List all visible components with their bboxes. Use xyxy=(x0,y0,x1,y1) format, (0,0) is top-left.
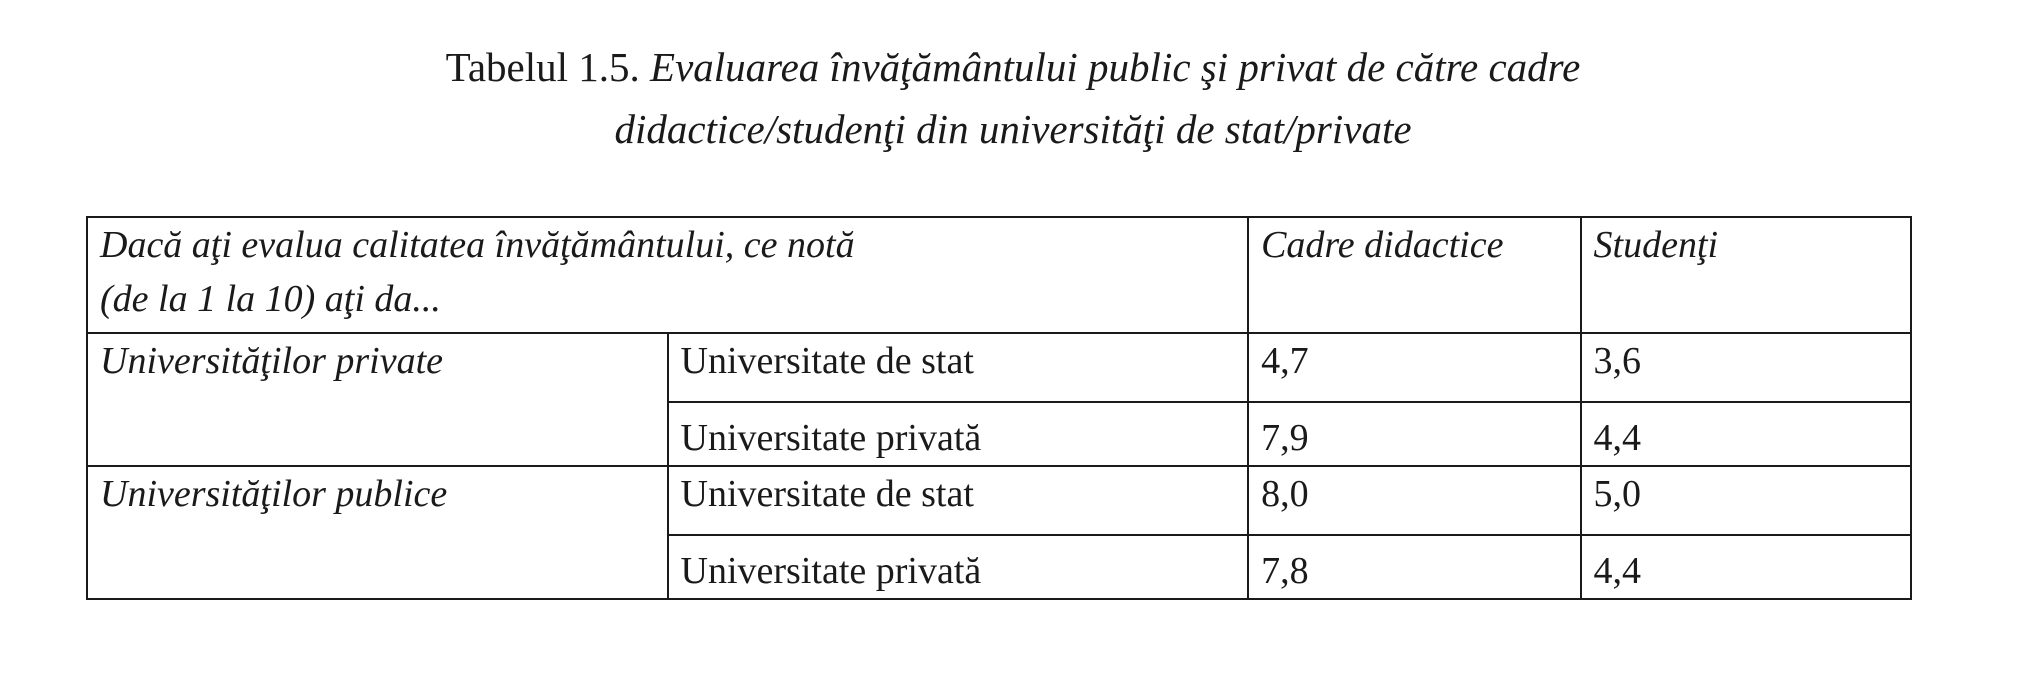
teachers-score-cell: 7,9 xyxy=(1248,402,1580,466)
university-type-cell: Universitate privată xyxy=(668,402,1249,466)
teachers-score-cell: 7,8 xyxy=(1248,535,1580,599)
header-question-cell xyxy=(87,217,1248,333)
students-score-cell: 5,0 xyxy=(1581,466,1911,535)
caption-line-1 xyxy=(0,36,2026,98)
table-caption xyxy=(0,36,2026,160)
university-type-cell: Universitate de stat xyxy=(668,466,1249,535)
table-row xyxy=(87,466,1911,535)
students-score-cell: 3,6 xyxy=(1581,333,1911,402)
teachers-score-cell: 4,7 xyxy=(1248,333,1580,402)
header-question-line-1: Dacă aţi evalua calitatea învăţământului, ce notă xyxy=(100,224,855,266)
table-header-row xyxy=(87,217,1911,333)
group-label-cell: Universităţilor private xyxy=(87,333,668,466)
university-type-cell: Universitate de stat xyxy=(668,333,1249,402)
caption-label: Tabelul 1.5. xyxy=(445,44,640,90)
header-students-cell: Studenţi xyxy=(1581,217,1911,333)
evaluation-table xyxy=(86,216,1912,600)
teachers-score-cell: 8,0 xyxy=(1248,466,1580,535)
group-label-cell: Universităţilor publice xyxy=(87,466,668,599)
students-score-cell: 4,4 xyxy=(1581,535,1911,599)
caption-title-line-1: Evaluarea învăţământului public şi privat de către cadre xyxy=(650,44,1581,90)
table-row xyxy=(87,333,1911,402)
students-score-cell: 4,4 xyxy=(1581,402,1911,466)
header-question-line-2: (de la 1 la 10) aţi da... xyxy=(100,278,441,320)
header-teachers-cell: Cadre didactice xyxy=(1248,217,1580,333)
caption-title-line-2: didactice/studenţi din universităţi de stat/private xyxy=(614,106,1412,152)
university-type-cell: Universitate privată xyxy=(668,535,1249,599)
